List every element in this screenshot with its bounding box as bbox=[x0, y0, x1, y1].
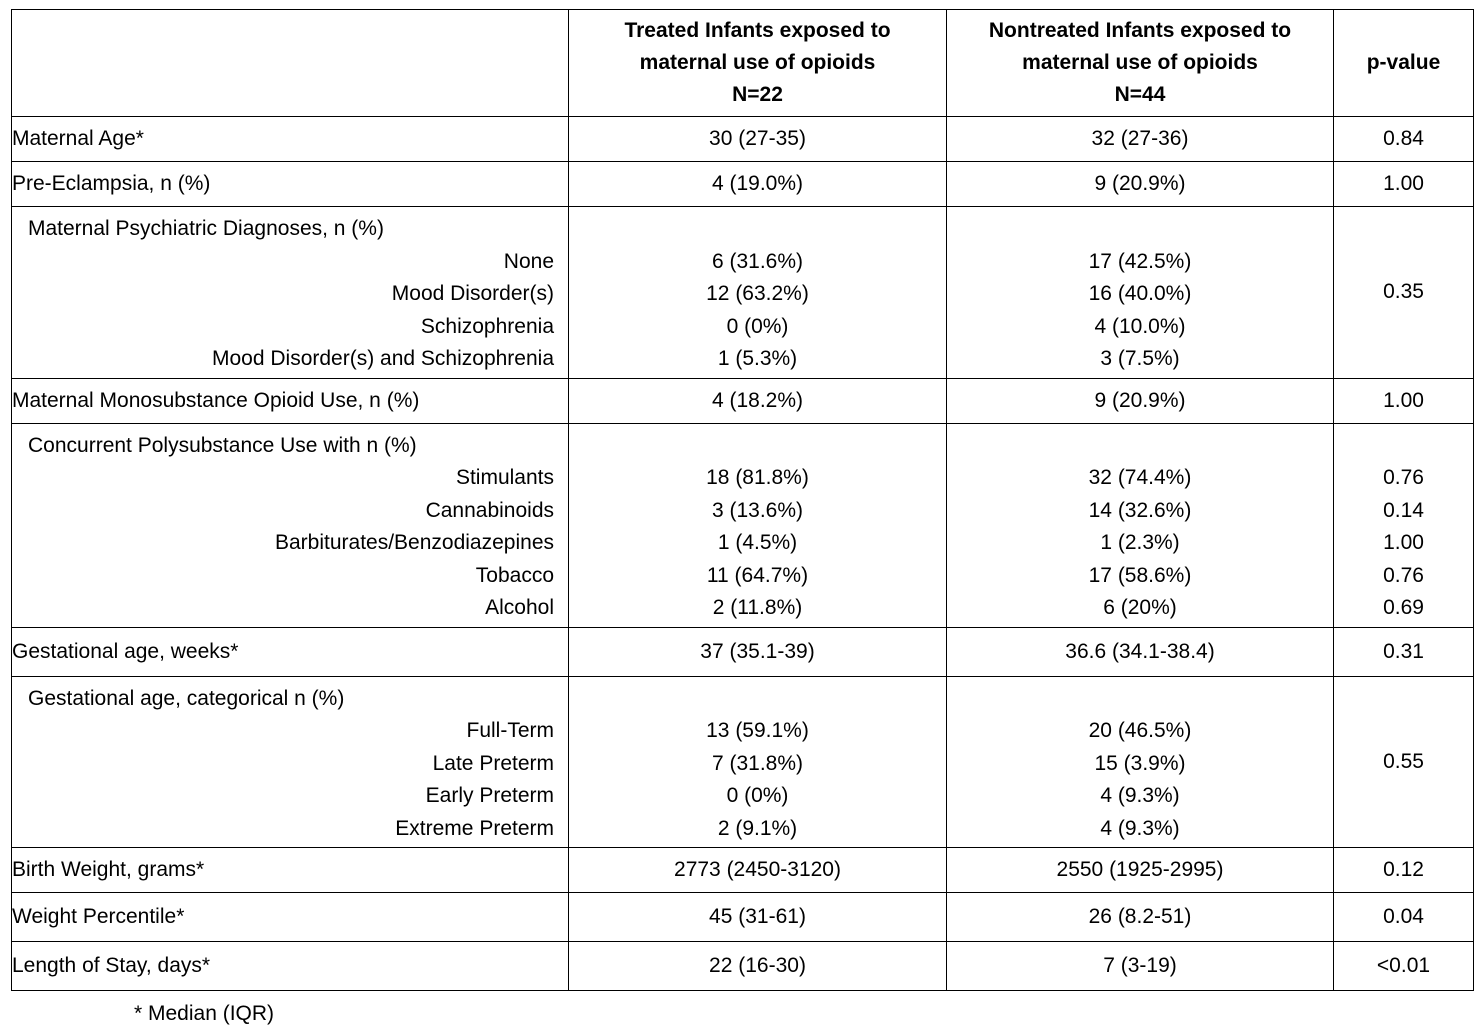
p-value: 1.00 bbox=[1334, 162, 1474, 207]
p-value: 0.84 bbox=[1334, 117, 1474, 162]
subitem-label: Early Preterm bbox=[425, 784, 554, 807]
treated-value: 12 (63.2%) bbox=[706, 282, 809, 305]
group-title: Gestational age, categorical n (%) bbox=[28, 686, 345, 710]
row-label-group bbox=[12, 423, 569, 627]
row-weight-percentile bbox=[12, 893, 1474, 942]
nontreated-value: 17 (58.6%) bbox=[1088, 563, 1192, 587]
nontreated-value: 6 (20%) bbox=[1103, 596, 1177, 619]
treated-value: 2 (9.1%) bbox=[717, 816, 798, 840]
nontreated-value: 26 (8.2-51) bbox=[947, 893, 1334, 942]
treated-value: 18 (81.8%) bbox=[706, 466, 809, 489]
nontreated-values bbox=[947, 207, 1334, 379]
subitem-label: Tobacco bbox=[475, 563, 554, 587]
treated-value: 0 (0%) bbox=[726, 314, 789, 338]
p-value: <0.01 bbox=[1334, 942, 1474, 991]
row-label: Maternal Age* bbox=[12, 117, 569, 162]
row-label: Maternal Monosubstance Opioid Use, n (%) bbox=[12, 378, 569, 423]
p-value: 0.76 bbox=[1383, 466, 1424, 489]
nontreated-value: 20 (46.5%) bbox=[1088, 719, 1192, 742]
group-title: Maternal Psychiatric Diagnoses, n (%) bbox=[28, 217, 384, 240]
subitem-label: Stimulants bbox=[455, 466, 554, 489]
p-value: 0.69 bbox=[1383, 596, 1424, 619]
nontreated-value: 15 (3.9%) bbox=[1094, 751, 1186, 775]
treated-value: 4 (19.0%) bbox=[569, 162, 947, 207]
nontreated-value: 32 (27-36) bbox=[947, 117, 1334, 162]
row-label: Weight Percentile* bbox=[12, 893, 569, 942]
nontreated-value: 9 (20.9%) bbox=[947, 162, 1334, 207]
treated-value: 13 (59.1%) bbox=[706, 719, 809, 742]
row-monosubstance-opioid bbox=[12, 378, 1474, 423]
p-value: 0.76 bbox=[1383, 563, 1424, 587]
treated-value: 3 (13.6%) bbox=[711, 498, 804, 522]
row-label: Pre-Eclampsia, n (%) bbox=[12, 162, 569, 207]
row-maternal-age bbox=[12, 117, 1474, 162]
row-label: Length of Stay, days* bbox=[12, 942, 569, 991]
treated-values bbox=[569, 207, 947, 379]
subitem-label: Mood Disorder(s) and Schizophrenia bbox=[212, 347, 554, 370]
nontreated-value: 16 (40.0%) bbox=[1088, 282, 1192, 305]
nontreated-value: 2550 (1925-2995) bbox=[947, 848, 1334, 893]
treated-value: 1 (5.3%) bbox=[717, 347, 798, 370]
subitem-label: Schizophrenia bbox=[420, 314, 554, 338]
nontreated-value: 7 (3-19) bbox=[947, 942, 1334, 991]
header-treated-line-3: N=22 bbox=[732, 83, 783, 106]
treated-value: 0 (0%) bbox=[726, 784, 789, 807]
treated-value: 4 (18.2%) bbox=[569, 378, 947, 423]
subitem-label: Extreme Preterm bbox=[395, 816, 554, 840]
characteristics-table bbox=[11, 9, 1474, 991]
row-label: Gestational age, weeks* bbox=[12, 627, 569, 676]
header-treated-line-1: Treated Infants exposed to bbox=[624, 19, 891, 42]
p-value: 0.35 bbox=[1334, 207, 1474, 379]
header-nontreated-line-3: N=44 bbox=[1114, 83, 1166, 106]
subitem-label: Late Preterm bbox=[432, 751, 554, 775]
nontreated-value: 17 (42.5%) bbox=[1088, 249, 1192, 273]
treated-value: 45 (31-61) bbox=[569, 893, 947, 942]
nontreated-value: 14 (32.6%) bbox=[1088, 498, 1192, 522]
treated-value: 1 (4.5%) bbox=[717, 531, 798, 554]
subitem-label: None bbox=[503, 249, 554, 273]
subitem-label: Cannabinoids bbox=[425, 498, 554, 522]
header-pvalue: p-value bbox=[1334, 10, 1474, 117]
row-psychiatric-diagnoses bbox=[12, 207, 1474, 379]
nontreated-values bbox=[947, 423, 1334, 627]
characteristics-table-container bbox=[11, 9, 1473, 991]
subitem-label: Full-Term bbox=[466, 719, 554, 742]
nontreated-value: 1 (2.3%) bbox=[1100, 531, 1180, 554]
p-value: 1.00 bbox=[1383, 531, 1424, 554]
header-nontreated-line-1: Nontreated Infants exposed to bbox=[988, 19, 1292, 42]
treated-values bbox=[569, 676, 947, 848]
p-value: 0.12 bbox=[1334, 848, 1474, 893]
row-label-group bbox=[12, 676, 569, 848]
nontreated-value: 4 (9.3%) bbox=[1100, 816, 1180, 840]
treated-value: 37 (35.1-39) bbox=[569, 627, 947, 676]
treated-value: 2773 (2450-3120) bbox=[569, 848, 947, 893]
header-nontreated-line-2: maternal use of opioids bbox=[1022, 51, 1258, 74]
treated-values bbox=[569, 423, 947, 627]
nontreated-values bbox=[947, 676, 1334, 848]
subitem-label: Alcohol bbox=[485, 596, 554, 619]
nontreated-value: 32 (74.4%) bbox=[1088, 466, 1192, 489]
p-value: 1.00 bbox=[1334, 378, 1474, 423]
treated-value: 6 (31.6%) bbox=[711, 249, 804, 273]
row-label: Birth Weight, grams* bbox=[12, 848, 569, 893]
header-nontreated bbox=[947, 10, 1334, 117]
row-gestational-age-categorical bbox=[12, 676, 1474, 848]
nontreated-value: 4 (9.3%) bbox=[1100, 784, 1180, 807]
treated-value: 30 (27-35) bbox=[569, 117, 947, 162]
subitem-label: Barbiturates/Benzodiazepines bbox=[274, 531, 554, 554]
p-value: 0.55 bbox=[1334, 676, 1474, 848]
header-treated bbox=[569, 10, 947, 117]
row-length-of-stay bbox=[12, 942, 1474, 991]
group-title: Concurrent Polysubstance Use with n (%) bbox=[28, 433, 417, 457]
header-label-cell bbox=[12, 10, 569, 117]
nontreated-value: 4 (10.0%) bbox=[1094, 314, 1186, 338]
nontreated-value: 3 (7.5%) bbox=[1100, 347, 1180, 370]
treated-value: 2 (11.8%) bbox=[712, 596, 803, 619]
row-birth-weight bbox=[12, 848, 1474, 893]
treated-value: 7 (31.8%) bbox=[711, 751, 804, 775]
row-label-group bbox=[12, 207, 569, 379]
header-treated-line-2: maternal use of opioids bbox=[639, 51, 876, 74]
header-row bbox=[12, 10, 1474, 117]
footnote: * Median (IQR) bbox=[134, 1002, 275, 1025]
row-pre-eclampsia bbox=[12, 162, 1474, 207]
p-value: 0.04 bbox=[1334, 893, 1474, 942]
row-gestational-age-weeks bbox=[12, 627, 1474, 676]
treated-value: 22 (16-30) bbox=[569, 942, 947, 991]
nontreated-value: 36.6 (34.1-38.4) bbox=[947, 627, 1334, 676]
subitem-label: Mood Disorder(s) bbox=[391, 282, 554, 305]
p-value: 0.31 bbox=[1334, 627, 1474, 676]
treated-value: 11 (64.7%) bbox=[706, 563, 809, 587]
row-polysubstance-use bbox=[12, 423, 1474, 627]
p-values bbox=[1334, 423, 1474, 627]
nontreated-value: 9 (20.9%) bbox=[947, 378, 1334, 423]
p-value: 0.14 bbox=[1383, 498, 1424, 522]
